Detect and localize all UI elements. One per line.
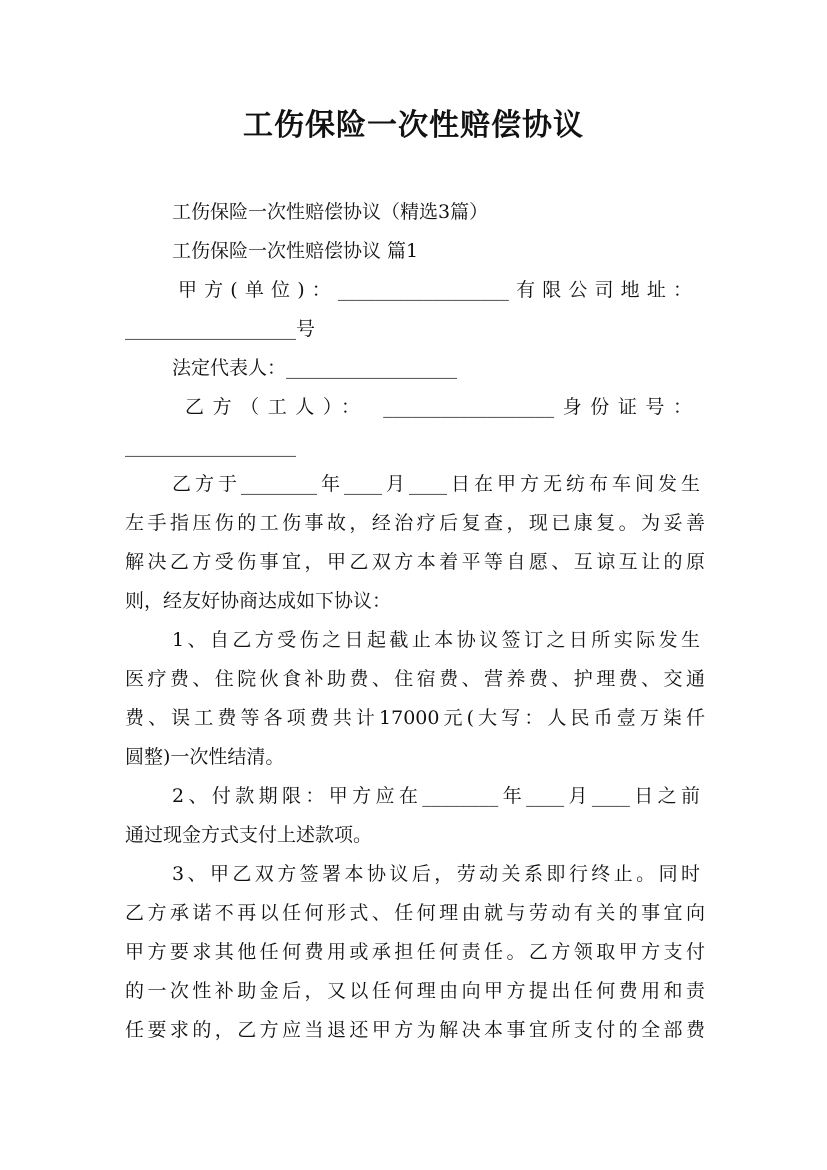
- party-a-unit-line: 甲方(单位)：__________________有限公司地址：: [178, 279, 692, 301]
- clause-3-line: 3、甲乙双方签署本协议后，劳动关系即行终止。同时: [172, 863, 700, 885]
- clause-3-line: 乙方承诺不再以任何形式、任何理由就与劳动有关的事宜向: [125, 902, 705, 924]
- clause-1-line: 1、自乙方受伤之日起截止本协议签订之日所实际发生: [172, 629, 700, 651]
- clause-3-line: 甲方要求其他任何费用或承担任何责任。乙方领取甲方支付: [125, 941, 705, 963]
- legal-rep-line: 法定代表人：__________________: [172, 357, 458, 379]
- party-b-id-line: __________________: [125, 435, 296, 457]
- clause-1-line: 圆整)一次性结清。: [125, 746, 285, 768]
- paragraph-line: 解决乙方受伤事宜，甲乙双方本着平等自愿、互谅互让的原: [125, 551, 705, 573]
- clause-1-line: 医疗费、住院伙食补助费、住宿费、营养费、护理费、交通: [125, 668, 705, 690]
- clause-2-line: 通过现金方式支付上述款项。: [125, 824, 373, 846]
- clause-2-line: 2、付款期限：甲方应在________年____月____日之前: [172, 785, 700, 807]
- paragraph-line: 则，经友好协商达成如下协议：: [125, 590, 392, 612]
- party-a-address-line: __________________号: [125, 318, 316, 340]
- document-title: 工伤保险一次性赔偿协议: [243, 108, 584, 143]
- paragraph-line: 乙方于________年____月____日在甲方无纺布车间发生: [172, 473, 700, 495]
- clause-3-line: 的一次性补助金后，又以任何理由向甲方提出任何费用和责: [125, 980, 705, 1002]
- subtitle-line: 工伤保险一次性赔偿协议（精选3篇）: [172, 201, 489, 223]
- party-b-worker-line: 乙方（工人）： __________________身份证号：: [185, 396, 692, 418]
- clause-1-line: 费、误工费等各项费共计17000元(大写：人民币壹万柒仟: [125, 707, 705, 729]
- clause-3-line: 任要求的，乙方应当退还甲方为解决本事宜所支付的全部费: [125, 1019, 705, 1041]
- section-heading: 工伤保险一次性赔偿协议 篇1: [172, 240, 419, 262]
- paragraph-line: 左手指压伤的工伤事故，经治疗后复查，现已康复。为妥善: [125, 512, 705, 534]
